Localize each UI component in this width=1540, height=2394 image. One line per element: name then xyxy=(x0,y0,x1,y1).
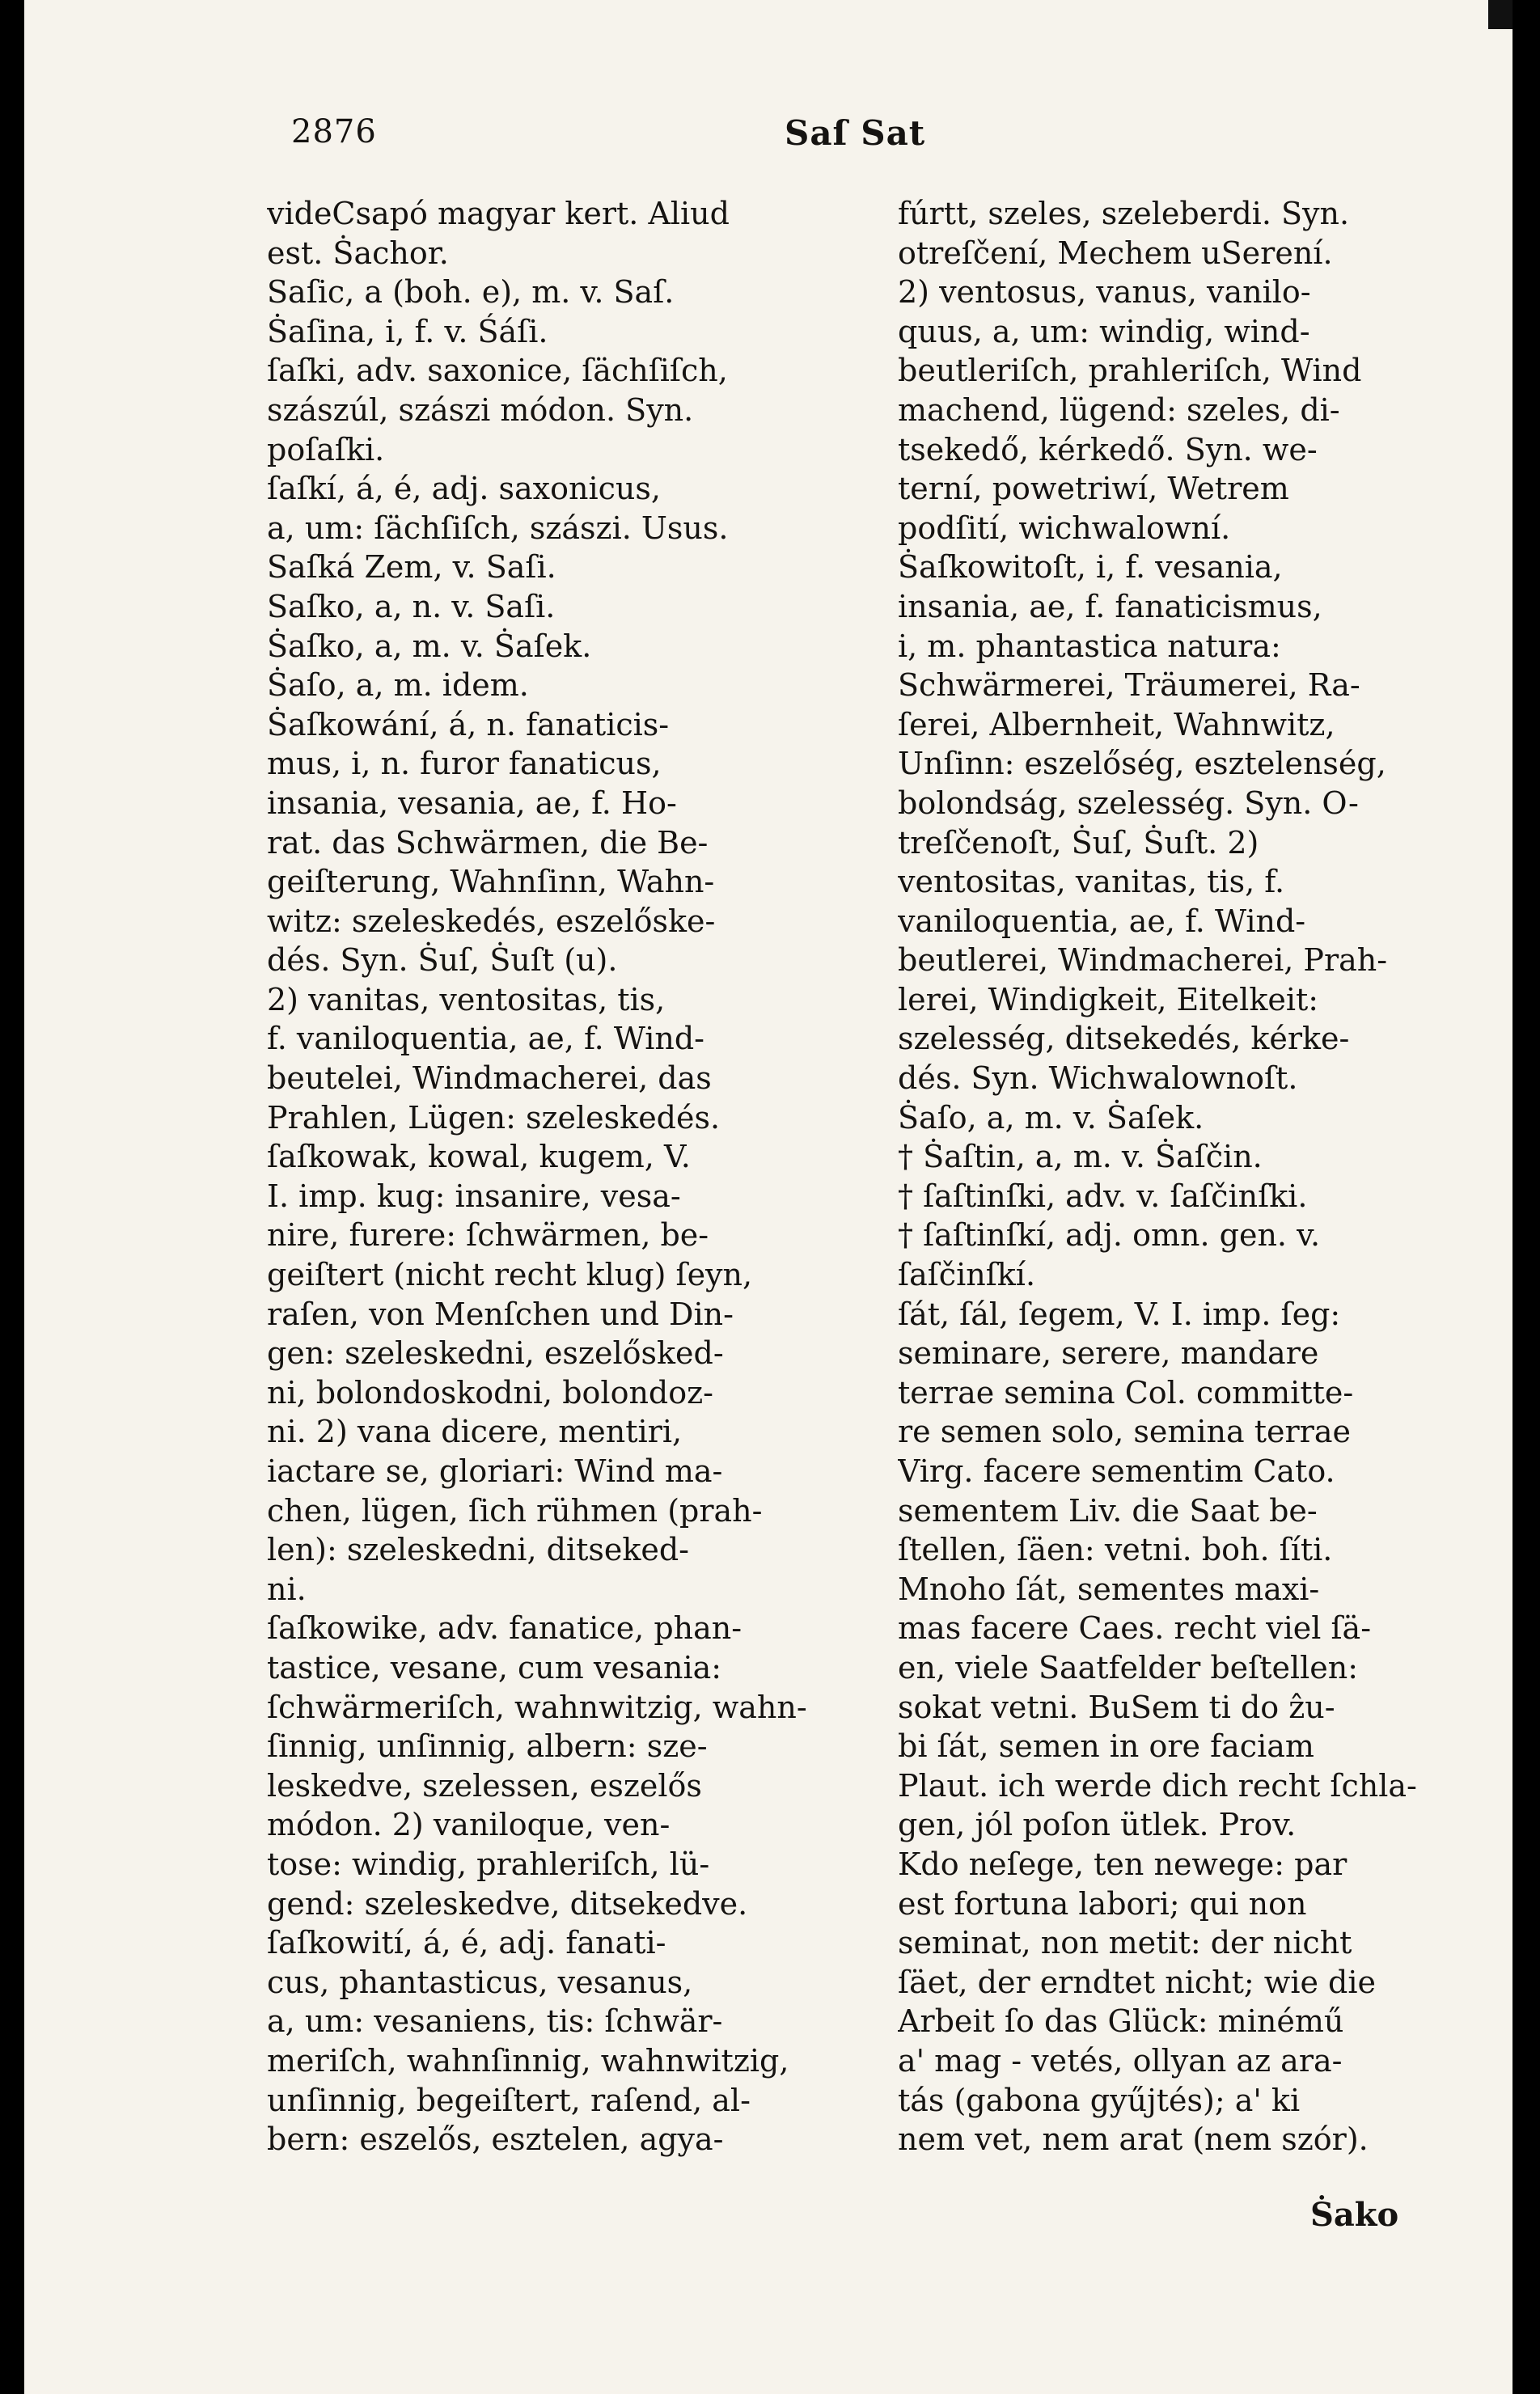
entry-line: a, um: ſächſiſch, szászi. Usus. xyxy=(267,510,729,546)
entry-line: a, um: vesaniens, tis: ſchwär- xyxy=(267,2003,723,2040)
entry-line: tose: windig, prahleriſch, lü- xyxy=(267,1846,710,1882)
entry-line: len): szeleskedni, ditseked- xyxy=(267,1532,690,1568)
entry-line: geiſtert (nicht recht klug) ſeyn, xyxy=(267,1257,753,1293)
entry-line: ventositas, vanitas, tis, f. xyxy=(898,864,1285,900)
entry-line: a' mag - vetés, ollyan az ara- xyxy=(898,2042,1343,2079)
entry-line: Mnoho ſát, sementes maxi- xyxy=(898,1571,1320,1607)
catchword: Ṡako xyxy=(1310,2196,1399,2234)
entry-line: rat. das Schwärmen, die Be- xyxy=(267,824,709,861)
entry-line: I. imp. kug: insanire, vesa- xyxy=(267,1178,681,1214)
entry-line: beutleriſch, prahleriſch, Wind xyxy=(898,353,1362,389)
dictionary-page xyxy=(24,0,1512,2394)
entry-line: f. vaniloquentia, ae, f. Wind- xyxy=(267,1021,704,1057)
entry-line: mus, i, n. furor fanaticus, xyxy=(267,746,662,782)
running-head: Saſ Sat xyxy=(785,113,926,153)
entry-line: beutlerei, Windmacherei, Prah- xyxy=(898,942,1388,979)
entry-line: Schwärmerei, Träumerei, Ra- xyxy=(898,667,1360,704)
entry-line: ni. 2) vana dicere, mentiri, xyxy=(267,1414,683,1450)
entry-line: meriſch, wahnſinnig, wahnwitzig, xyxy=(267,2042,789,2079)
scan-border xyxy=(1512,0,1540,2394)
entry-line: ni, bolondoskodni, bolondoz- xyxy=(267,1374,713,1411)
entry-line: Virg. facere sementim Cato. xyxy=(898,1453,1335,1489)
entry-line: dés. Syn. Ṡuſ, Ṡuſt (u). xyxy=(267,942,618,979)
page-header xyxy=(291,113,1456,170)
entry-line: en, viele Saatfelder beſtellen: xyxy=(898,1649,1359,1686)
entry-line: terní, powetriwí, Wetrem xyxy=(898,471,1289,507)
entry-line: ſerei, Albernheit, Wahnwitz, xyxy=(898,706,1335,742)
entry-line: ſaſkowití, á, é, adj. fanati- xyxy=(267,1925,666,1961)
entry-line: Saſic, a (boh. e), m. v. Saſ. xyxy=(267,274,675,311)
entry-line: geiſterung, Wahnſinn, Wahn- xyxy=(267,864,715,900)
entry-line: ſát, ſál, ſegem, V. I. imp. ſeg: xyxy=(898,1296,1341,1332)
entry-line: ſaſki, adv. saxonice, ſächſiſch, xyxy=(267,353,728,389)
entry-line: iactare se, gloriari: Wind ma- xyxy=(267,1453,723,1489)
entry-line: módon. 2) vaniloque, ven- xyxy=(267,1807,671,1843)
entry-line: treſčenoſt, Ṡuſ, Ṡuſt. 2) xyxy=(898,824,1259,861)
entry-line: ſaſkowak, kowal, kugem, V. xyxy=(267,1139,691,1175)
entry-line: gen: szeleskedni, eszelősked- xyxy=(267,1335,724,1372)
entry-line: tsekedő, kérkedő. Syn. we- xyxy=(898,431,1318,467)
page-number: 2876 xyxy=(291,113,377,150)
entry-line: ſinnig, unſinnig, albern: sze- xyxy=(267,1728,708,1765)
entry-line: lerei, Windigkeit, Eitelkeit: xyxy=(898,981,1319,1017)
entry-line: cus, phantasticus, vesanus, xyxy=(267,1964,693,2000)
entry-line: gen, jól poſon ütlek. Prov. xyxy=(898,1807,1297,1843)
scan-edge-mark xyxy=(1488,0,1512,29)
entry-line: insania, vesania, ae, f. Ho- xyxy=(267,785,677,821)
entry-line: chen, lügen, ſich rühmen (prah- xyxy=(267,1492,763,1529)
entry-line: gend: szeleskedve, ditsekedve. xyxy=(267,1885,748,1922)
entry-line: otreſčení, Mechem uSerení. xyxy=(898,235,1333,271)
entry-line: bolondság, szelesség. Syn. O- xyxy=(898,785,1359,821)
entry-line: Prahlen, Lügen: szeleskedés. xyxy=(267,1099,721,1136)
entry-line: beutelei, Windmacherei, das xyxy=(267,1060,712,1097)
entry-line: Ṡaſkowitoſt, i, f. vesania, xyxy=(898,549,1283,586)
entry-line: seminare, serere, mandare xyxy=(898,1335,1319,1372)
entry-line: est. Ṡachor. xyxy=(267,235,449,271)
entry-line: nem vet, nem arat (nem szór). xyxy=(898,2121,1369,2158)
entry-line: ni. xyxy=(267,1571,307,1607)
entry-line: Ṡaſo, a, m. idem. xyxy=(267,667,529,704)
entry-line: Ṡaſkowání, á, n. fanaticis- xyxy=(267,706,670,742)
entry-line: machend, lügend: szeles, di- xyxy=(898,391,1340,428)
entry-line: Saſká Zem, v. Saſi. xyxy=(267,549,556,586)
entry-line: raſen, von Menſchen und Din- xyxy=(267,1296,734,1332)
entry-line: fúrtt, szeles, szeleberdi. Syn. xyxy=(898,196,1350,231)
entry-line: poſaſki. xyxy=(267,431,385,467)
entry-line: tás (gabona gyűjtés); a' ki xyxy=(898,2082,1301,2118)
entry-line: 2) vanitas, ventositas, tis, xyxy=(267,981,666,1017)
entry-line: ſaſčinſkí. xyxy=(898,1257,1036,1293)
entry-line: Saſko, a, n. v. Saſi. xyxy=(267,588,556,624)
entry-line: Ṡaſina, i, f. v. Śáſi. xyxy=(267,313,548,349)
entry-line: Unſinn: eszelőség, esztelenség, xyxy=(898,746,1386,782)
entry-line: nire, furere: ſchwärmen, be- xyxy=(267,1217,709,1254)
entry-line: ſchwärmeriſch, wahnwitzig, wahn- xyxy=(267,1689,807,1725)
entry-line: Kdo neſege, ten newege: par xyxy=(898,1846,1348,1882)
entry-line: mas facere Caes. recht viel ſä- xyxy=(898,1610,1372,1647)
entry-line: dés. Syn. Wichwalownoſt. xyxy=(898,1060,1298,1097)
entry-line: ſaſkowike, adv. fanatice, phan- xyxy=(267,1610,742,1647)
entry-line: witz: szeleskedés, eszelőske- xyxy=(267,903,716,939)
entry-line: leskedve, szelessen, eszelős xyxy=(267,1767,702,1804)
entry-line: videCsapó magyar kert. Aliud xyxy=(267,196,730,231)
entry-line: szelesség, ditsekedés, kérke- xyxy=(898,1021,1350,1057)
entry-line: Ṡaſko, a, m. v. Ṡaſek. xyxy=(267,628,592,664)
entry-line: sokat vetni. BuSem ti do ẑu- xyxy=(898,1689,1335,1725)
entry-line: Arbeit ſo das Glück: minémű xyxy=(898,2003,1344,2040)
entry-line: vaniloquentia, ae, f. Wind- xyxy=(898,903,1306,939)
entry-line: re semen solo, semina terrae xyxy=(898,1414,1351,1450)
entry-line: bi ſát, semen in ore faciam xyxy=(898,1728,1314,1765)
entry-line: ſäet, der erndtet nicht; wie die xyxy=(898,1964,1377,2000)
entry-line: est fortuna labori; qui non xyxy=(898,1885,1307,1922)
entry-line: sementem Liv. die Saat be- xyxy=(898,1492,1318,1529)
entry-line: † ſaſtinſki, adv. v. ſaſčinſki. xyxy=(898,1178,1308,1214)
entry-line: ſaſkí, á, é, adj. saxonicus, xyxy=(267,471,661,507)
left-column xyxy=(267,194,849,2159)
entry-line: szászúl, szászi módon. Syn. xyxy=(267,391,694,428)
entry-line: i, m. phantastica natura: xyxy=(898,628,1281,664)
entry-line: bern: eszelős, esztelen, agya- xyxy=(267,2121,724,2158)
entry-line: unſinnig, begeiſtert, raſend, al- xyxy=(267,2082,751,2118)
entry-line: insania, ae, f. fanaticismus, xyxy=(898,588,1322,624)
entry-line: quus, a, um: windig, wind- xyxy=(898,313,1310,349)
entry-line: 2) ventosus, vanus, vanilo- xyxy=(898,274,1311,311)
entry-line: ſtellen, ſäen: vetni. boh. ſíti. xyxy=(898,1532,1333,1568)
entry-line: Plaut. ich werde dich recht ſchla- xyxy=(898,1767,1417,1804)
entry-line: † ſaſtinſkí, adj. omn. gen. v. xyxy=(898,1217,1321,1254)
entry-line: terrae semina Col. committe- xyxy=(898,1374,1354,1411)
right-column xyxy=(898,194,1472,2159)
entry-line: Ṡaſo, a, m. v. Ṡaſek. xyxy=(898,1099,1204,1136)
entry-line: tastice, vesane, cum vesania: xyxy=(267,1649,722,1686)
entry-line: seminat, non metit: der nicht xyxy=(898,1925,1352,1961)
entry-line: podſití, wichwalowní. xyxy=(898,510,1231,546)
entry-line: † Ṡaſtin, a, m. v. Ṡaſčin. xyxy=(898,1139,1263,1175)
